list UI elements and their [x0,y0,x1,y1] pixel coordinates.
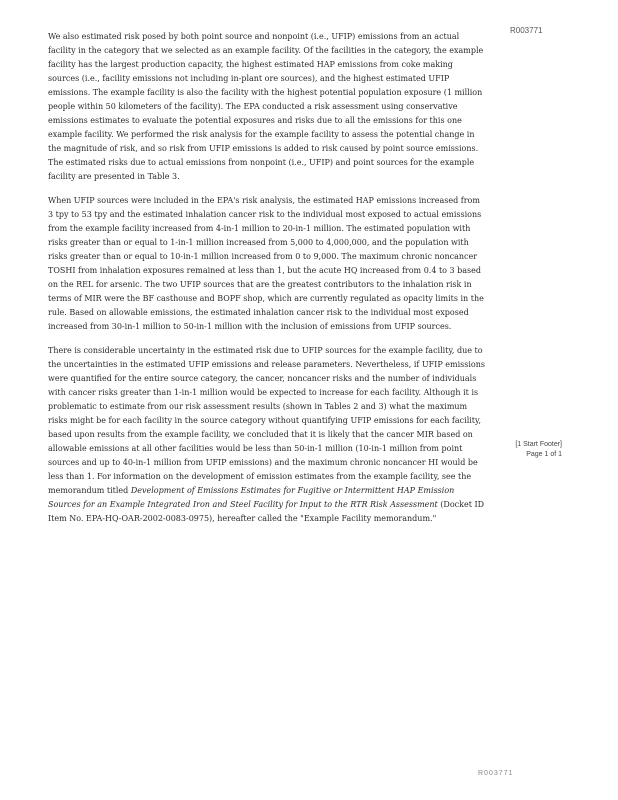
paragraph [48,30,486,184]
paragraph [48,194,486,334]
page-identifier: R003771 [510,26,543,35]
paragraph-text: We also estimated risk posed by both point source and nonpoint (i.e., UFIP) emissions from an actual facility in the category that we selected as an example facility. Of the facilities in the category, the example facility has the largest production capacity, the highest estimated HAP emissions from coke making sources (i.e., facility emissions not including in-plant ore sources), and the highest estimated UFIP emissions. The example facility is also the facility with the highest potential population exposure (1 million people within 50 kilometers of the facility). The EPA conducted a risk assessment using conservative emissions estimates to evaluate the potential exposures and risks due to all the emissions for this one example facility. We performed the risk analysis for the example facility to assess the potential change in the magnitude of risk, and so risk from UFIP emissions is added to risk caused by point source emissions. The estimated risks due to actual emissions from nonpoint (i.e., UFIP) and point sources for the example facility are presented in Table 3. [48,32,484,181]
memo-title: Development of Emissions Estimates for Fugitive or Intermittent HAP Emission Sources for an Example Integrated Iron and Steel Facility for Input to the RTR Risk Assessment [48,486,455,509]
paragraph-text: When UFIP sources were included in the EPA's risk analysis, the estimated HAP emissions increased from 3 tpy to 53 tpy and the estimated inhalation cancer risk to the individual most exposed to actual emissions from the example facility increased from 4-in-1 million to 20-in-1 million. The estimated population with risks greater than or equal to 1-in-1 million increased from 5,000 to 4,000,000, and the population with risks greater than or equal to 10-in-1 million increased from 0 to 9,000. The maximum chronic noncancer TOSHI from inhalation exposures remained at less than 1, but the acute HQ increased from 0.4 to 3 based on the REL for arsenic. The two UFIP sources that are the greatest contributors to the inhalation risk in terms of MIR were the BF casthouse and BOPF shop, which are currently regulated as opacity limits in the rule. Based on allowable emissions, the estimated inhalation cancer risk to the individual most exposed increased from 30-in-1 million to 50-in-1 million with the inclusion of emissions from UFIP sources. [48,196,484,331]
paragraph [48,344,486,526]
paragraph-text: (Docket ID Item No. EPA-HQ-OAR-2002-0083-0975), hereafter called the "Example Facility memorandum." [48,500,485,523]
document-body [48,30,486,536]
footer-stamp: R003771 [478,770,514,777]
paragraph-text: There is considerable uncertainty in the estimated risk due to UFIP sources for the example facility, due to the uncertainties in the estimated UFIP emissions and release parameters. Nevertheless, if UFIP emissions were quantified for the entire source category, the cancer, noncancer risks and the number of individuals with cancer risks greater than 1-in-1 million would be expected to increase for each facility. Although it is problematic to estimate from our risk assessment results (shown in Tables 2 and 3) what the maximum risks might be for each facility in the source category without quantifying UFIP emissions for each facility, based upon results from the example facility, we concluded that it is likely that the cancer MIR based on allowable emissions at all other facilities would be less than 50-in-1 million (10-in-1 million from point sources and up to 40-in-1 million from UFIP emissions) and the maximum chronic noncancer HI would be less than 1. For information on the development of emission estimates from the example facility, see the memorandum titled [48,346,485,495]
margin-annotation: [1 Start Footer] Page 1 of 1 [515,441,562,458]
